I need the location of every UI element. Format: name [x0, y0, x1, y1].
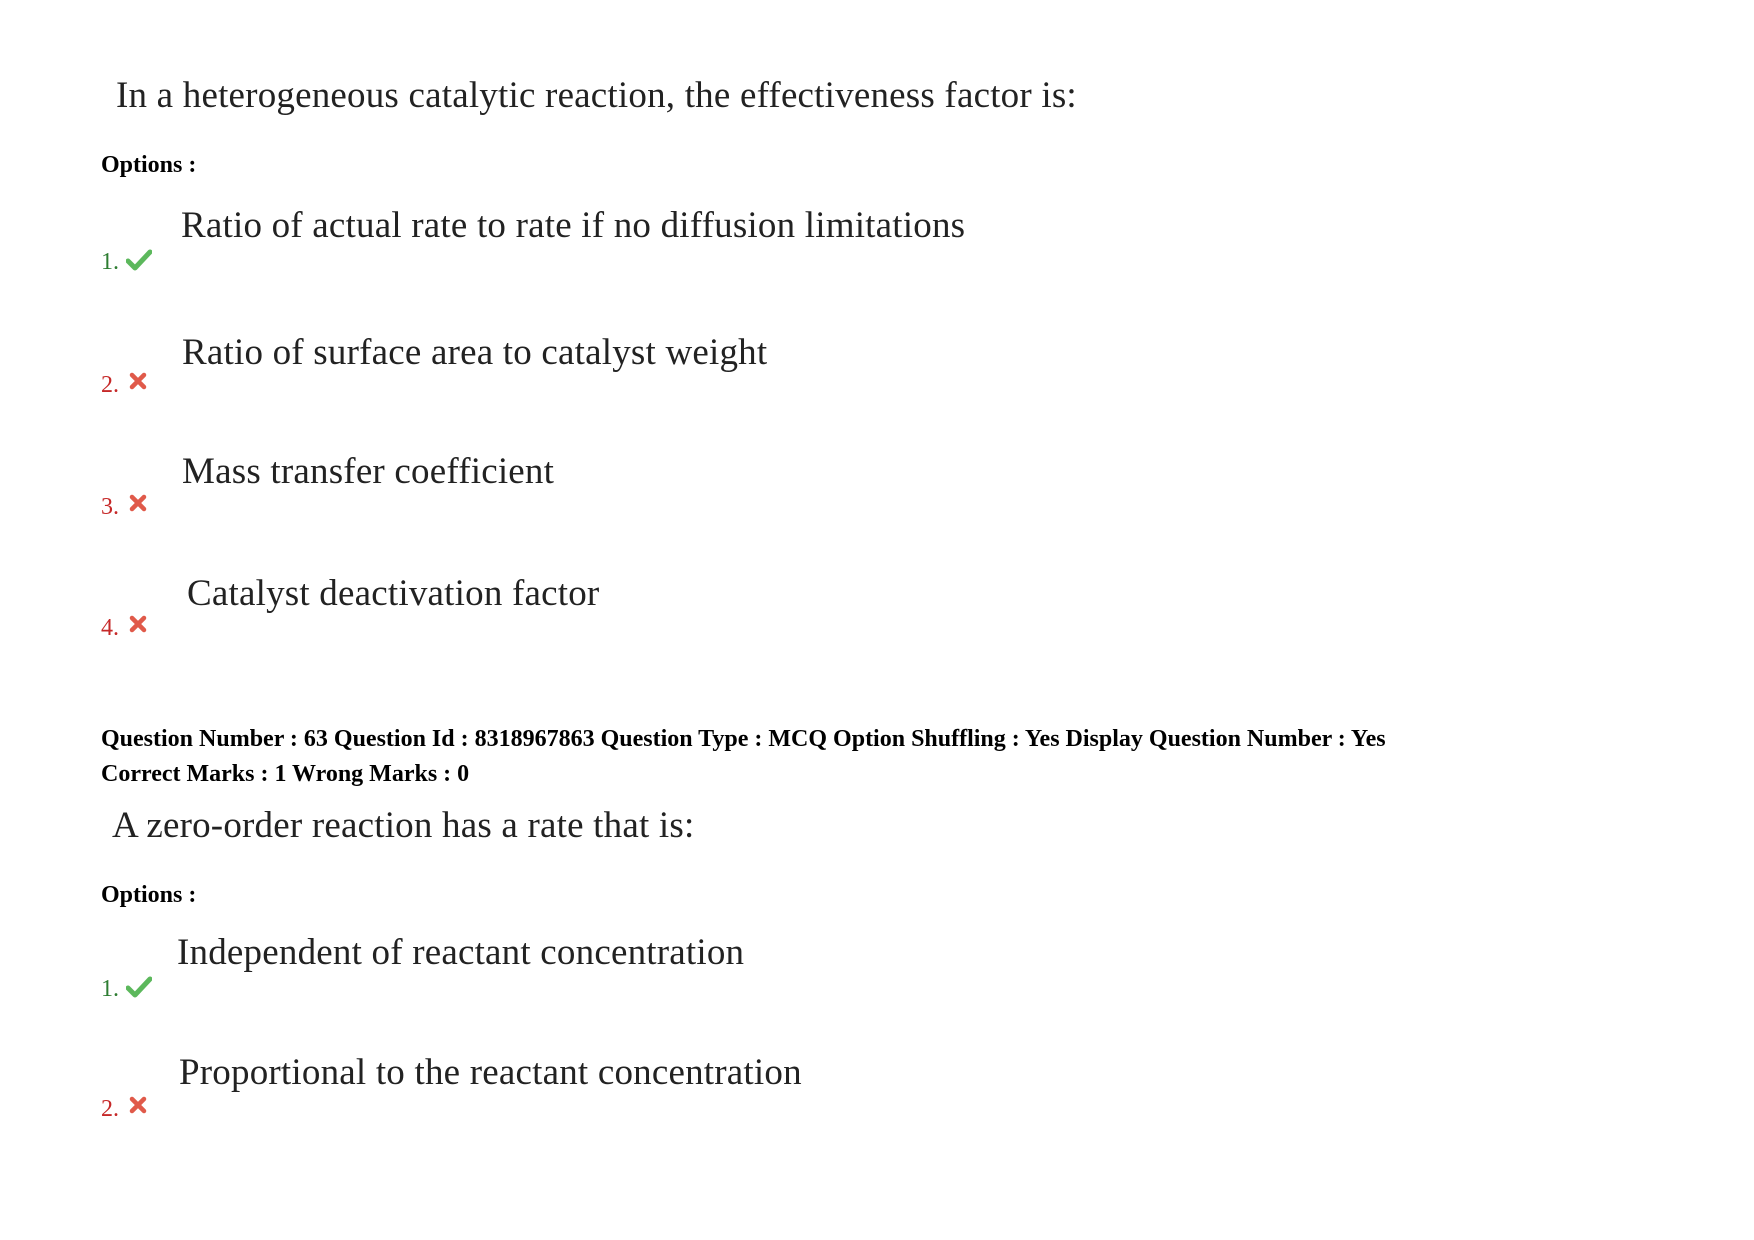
- options-label: Options :: [101, 882, 197, 908]
- option-text: Mass transfer coefficient: [182, 451, 555, 492]
- option-text: Proportional to the reactant concentration: [179, 1052, 802, 1093]
- option-number: 2.: [101, 1096, 119, 1122]
- check-mark-icon: [126, 249, 152, 271]
- cross-mark-icon: [129, 372, 147, 390]
- check-mark-icon: [126, 976, 152, 998]
- option-number: 4.: [101, 615, 119, 641]
- question-text: A zero-order reaction has a rate that is:: [112, 805, 695, 846]
- options-label: Options :: [101, 152, 197, 178]
- option-text: Catalyst deactivation factor: [187, 573, 600, 614]
- question-marks: Correct Marks : 1 Wrong Marks : 0: [101, 761, 470, 787]
- question-text: In a heterogeneous catalytic reaction, the effectiveness factor is:: [116, 75, 1077, 116]
- option-text: Ratio of actual rate to rate if no diffusion limitations: [181, 205, 966, 246]
- cross-mark-icon: [129, 615, 147, 633]
- option-number: 1.: [101, 249, 119, 275]
- option-number: 3.: [101, 494, 119, 520]
- option-text: Independent of reactant concentration: [177, 932, 745, 973]
- cross-mark-icon: [129, 494, 147, 512]
- option-number: 2.: [101, 372, 119, 398]
- option-text: Ratio of surface area to catalyst weight: [182, 332, 768, 373]
- question-meta: Question Number : 63 Question Id : 8318967863 Question Type : MCQ Option Shuffling : Yes Display Question Number : Yes: [101, 726, 1386, 752]
- option-number: 1.: [101, 976, 119, 1002]
- cross-mark-icon: [129, 1096, 147, 1114]
